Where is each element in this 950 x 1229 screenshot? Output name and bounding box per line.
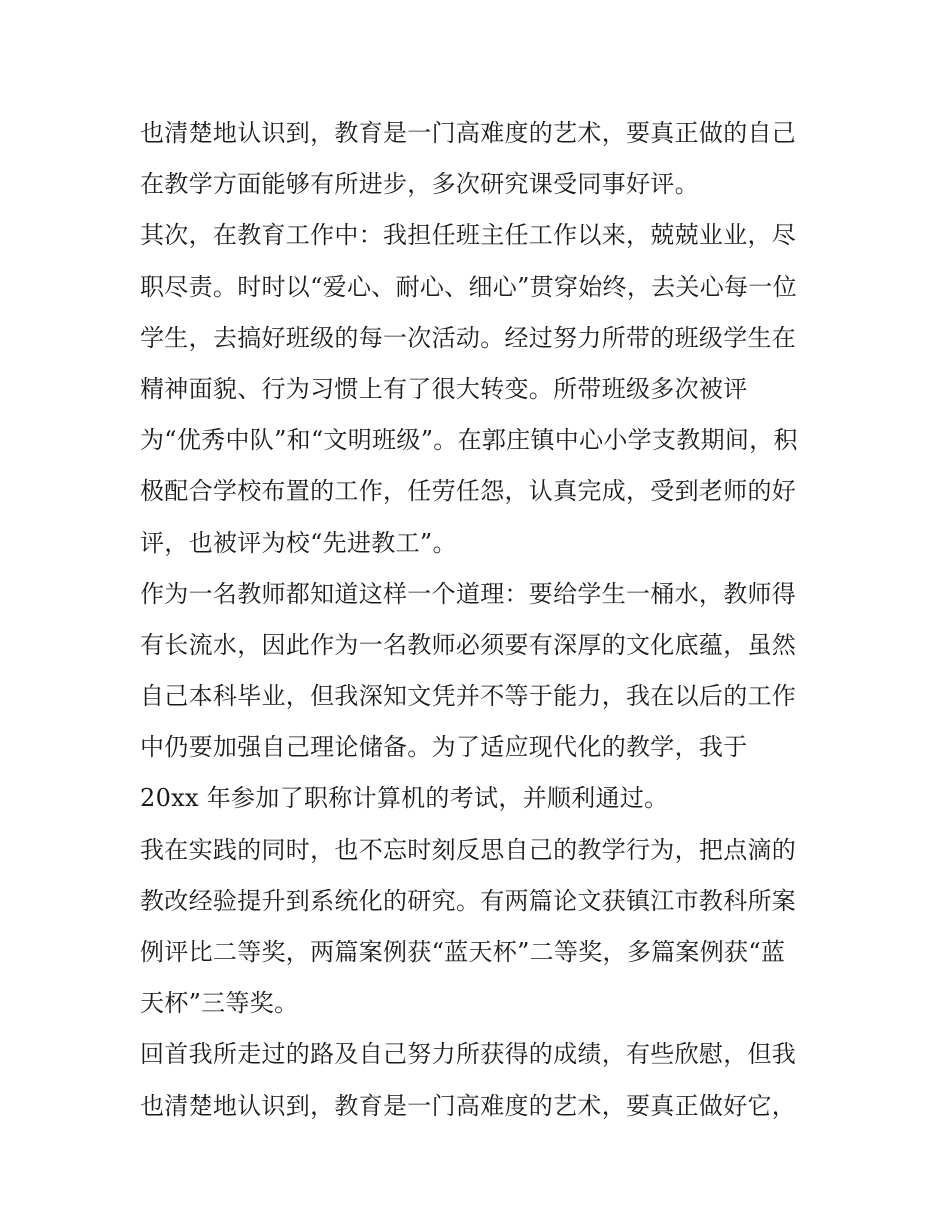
text-line: 评，也被评为校“先进教工”。 <box>140 528 457 557</box>
text-line: 天杯”三等奖。 <box>140 989 299 1018</box>
text-line: 作为一名教师都知道这样一个道理：要给学生一桶水，教师得 <box>140 579 797 608</box>
text-line: 有长流水，因此作为一名教师必须要有深厚的文化底蕴，虽然 <box>140 630 797 659</box>
text-line: 例评比二等奖，两篇案例获“蓝天杯”二等奖，多篇案例获“蓝 <box>140 938 786 966</box>
text-line: 职尽责。时时以“爱心、耐心、细心”贯穿始终，去关心每一位 <box>140 272 797 301</box>
text-line: 中仍要加强自己理论储备。为了适应现代化的教学，我于 <box>140 733 748 762</box>
text-line: 学生，去搞好班级的每一次活动。经过努力所带的班级学生在 <box>140 323 797 352</box>
text-line: 自己本科毕业，但我深知文凭并不等于能力，我在以后的工作 <box>140 682 797 711</box>
text-line: 极配合学校布置的工作，任劳任怨，认真完成，受到老师的好 <box>140 477 797 506</box>
text-line: 我在实践的同时，也不忘时刻反思自己的教学行为，把点滴的 <box>140 835 797 864</box>
text-line: 在教学方面能够有所进步，多次研究课受同事好评。 <box>140 170 699 199</box>
text-line: 教改经验提升到系统化的研究。有两篇论文获镇江市教科所案 <box>140 886 797 915</box>
text-line: 回首我所走过的路及自己努力所获得的成绩，有些欣慰，但我 <box>140 1040 797 1069</box>
text-line: 其次，在教育工作中：我担任班主任工作以来，兢兢业业，尽 <box>140 221 797 250</box>
text-line: 也清楚地认识到，教育是一门高难度的艺术，要真正做的自己 <box>140 119 797 147</box>
text-line: 为“优秀中队”和“文明班级”。在郭庄镇中心小学支教期间，积 <box>140 426 798 455</box>
body-text <box>140 108 820 1132</box>
text-line: 精神面貌、行为习惯上有了很大转变。所带班级多次被评 <box>140 374 748 403</box>
text-line: 20xx 年参加了职称计算机的考试，并顺利通过。 <box>140 784 669 813</box>
text-line: 也清楚地认识到，教育是一门高难度的艺术，要真正做好它， <box>140 1091 797 1120</box>
